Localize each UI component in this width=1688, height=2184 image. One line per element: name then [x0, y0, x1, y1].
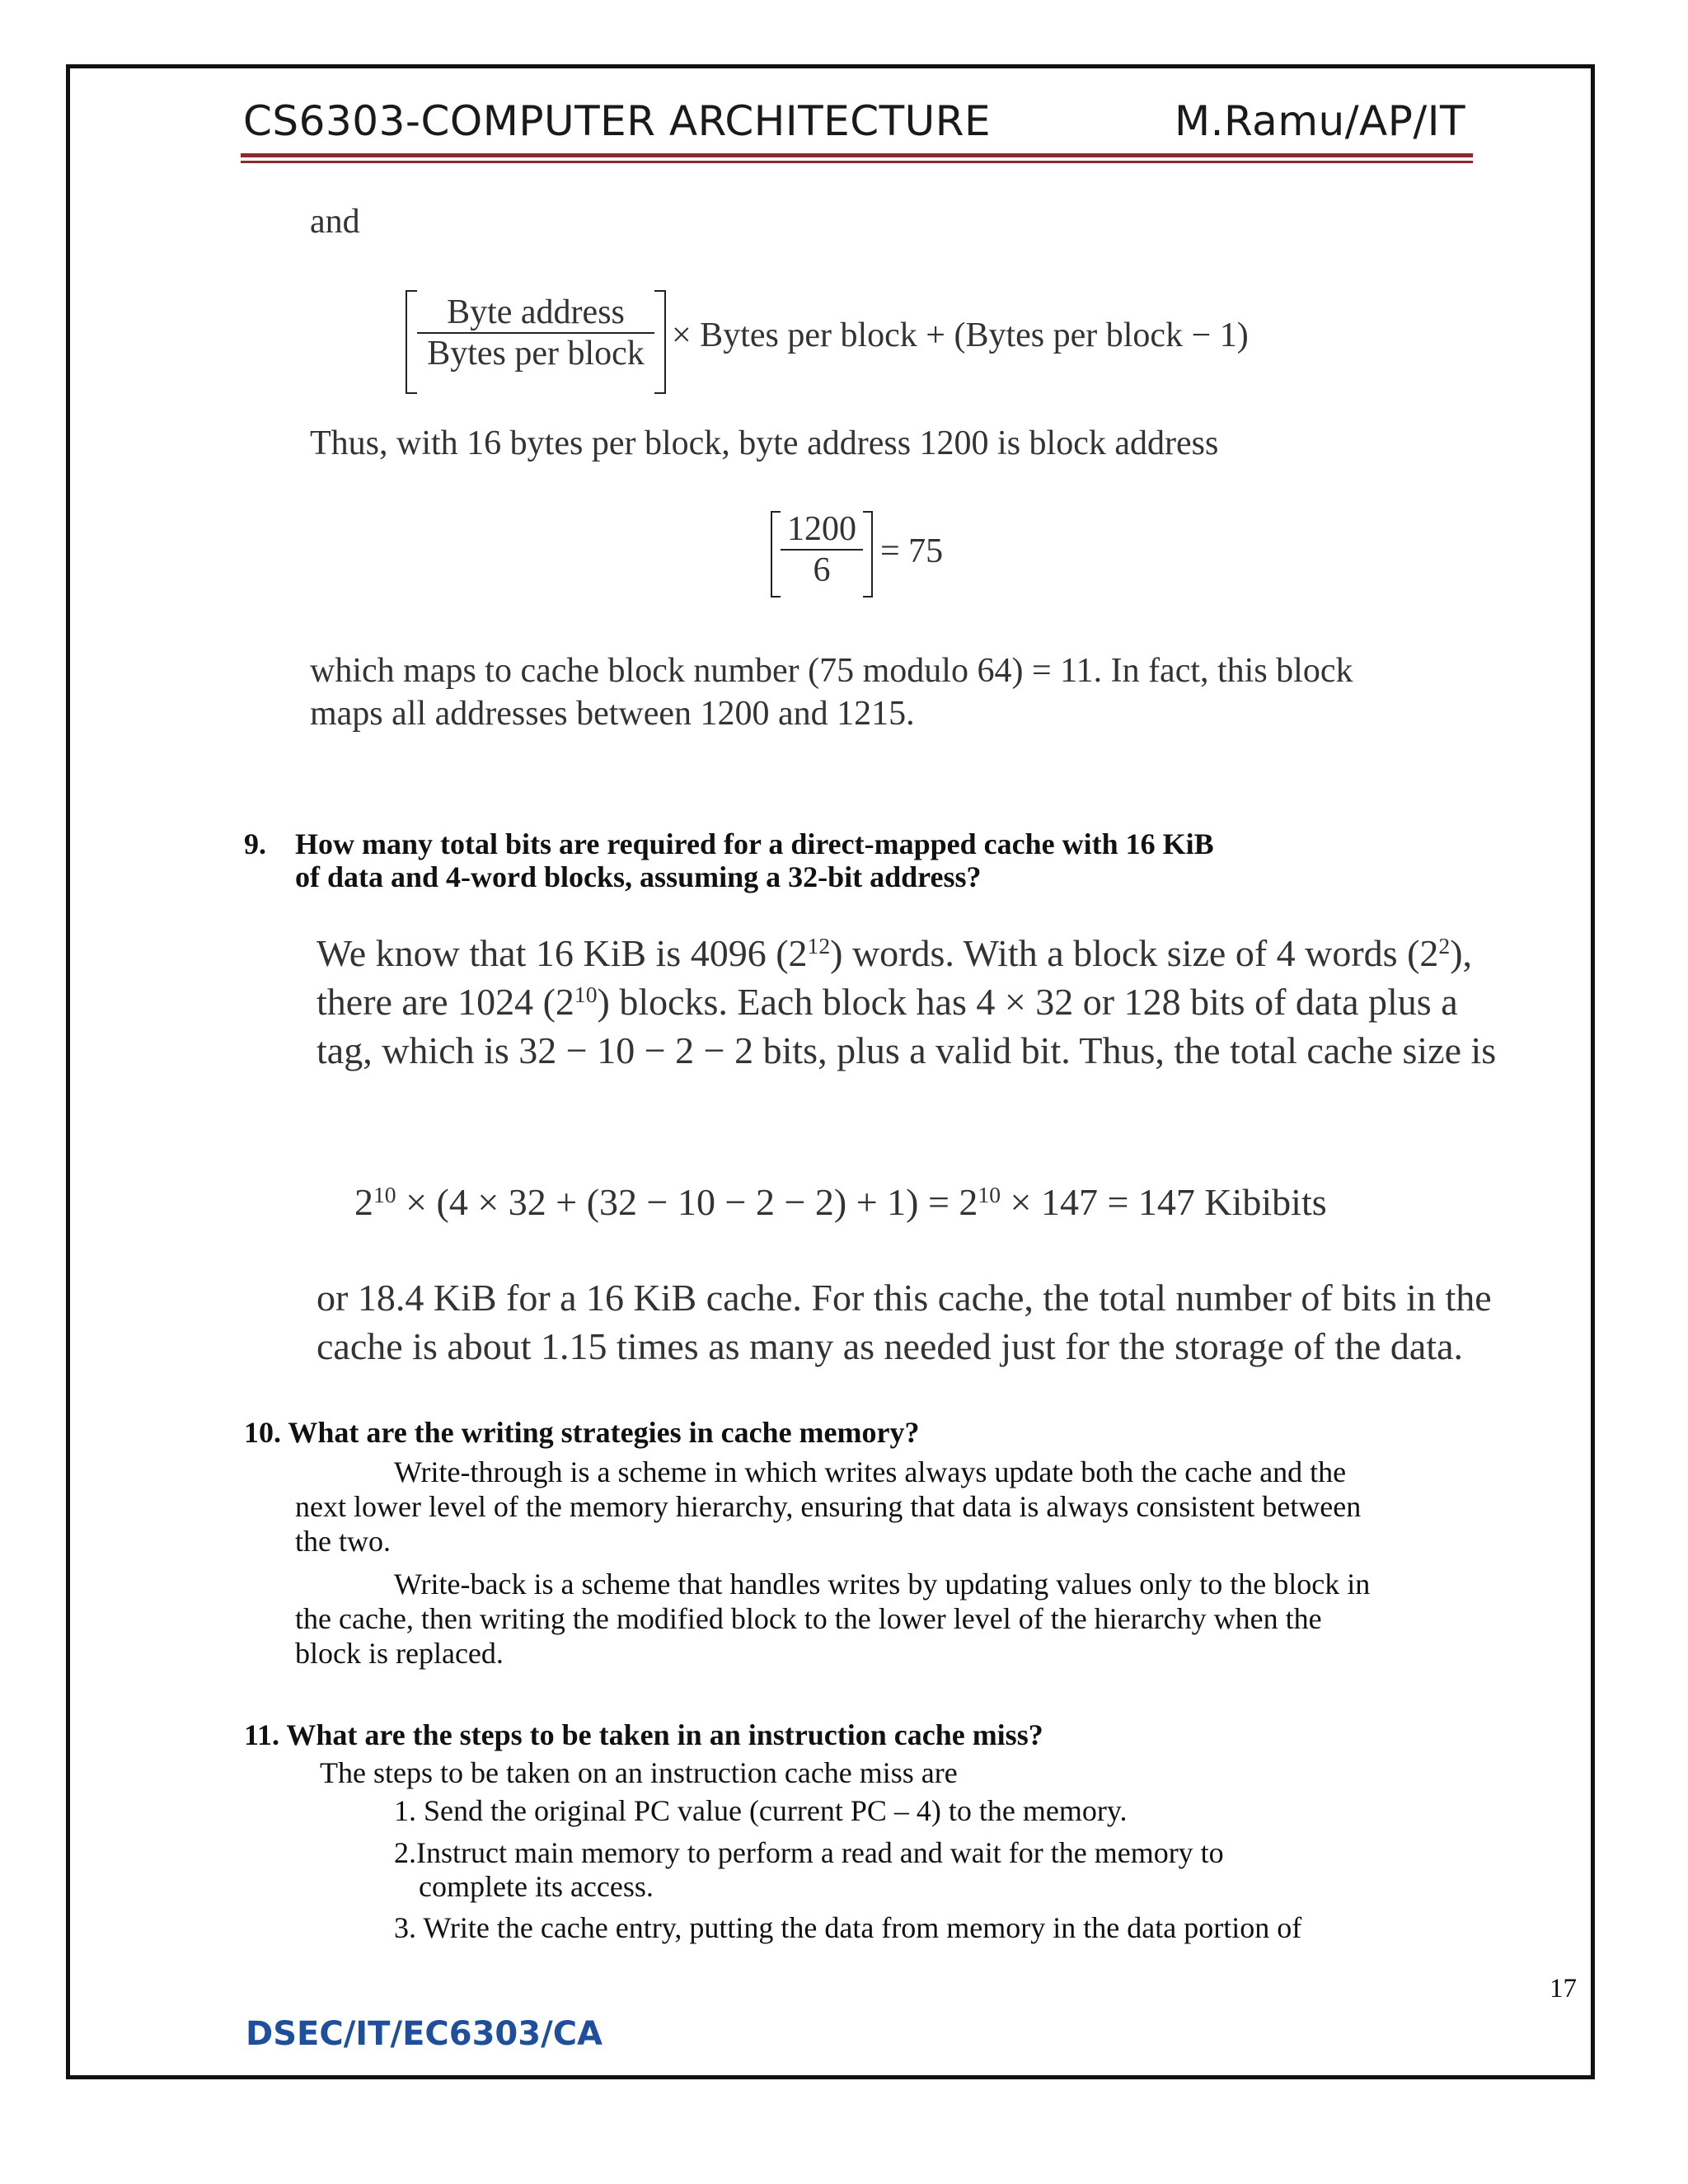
block-numerator: 1200 [787, 510, 856, 548]
block-denominator: 6 [813, 551, 831, 589]
floor-bracket-left [406, 290, 417, 394]
q10-para1-line2: next lower level of the memory hierarchy, ensuring that data is always consistent between [295, 1490, 1362, 1523]
formula-fraction [417, 293, 654, 373]
q10-para2-line2: the cache, then writing the modified block to the lower level of the hierarchy when the [295, 1602, 1322, 1635]
q10-title: 10. What are the writing strategies in cache memory? [244, 1416, 920, 1449]
q9-total-bits-equation: $2^{10} \times (4 \times 32 + (32 - 10 - 2 - 2) + 1) = 2^{10} \times 147 = 147$ Kibibits [354, 1181, 1327, 1223]
ceil-bracket-left [771, 511, 781, 598]
header-rule [241, 153, 1473, 157]
q9-answer-line2: there are 1024 $(2^{10})$ blocks. Each block has 4 × 32 or 128 bits of data plus a [316, 981, 1458, 1023]
q11-step2-line2: complete its access. [419, 1870, 654, 1903]
formula-denominator: Bytes per block [427, 335, 645, 373]
q9-number: 9. [244, 827, 266, 860]
q9-question-line2: of data and 4-word blocks, assuming a 32-bit address? [295, 860, 982, 893]
q9-answer-line3: tag, which is 32 − 10 − 2 − 2 bits, plus a valid bit. Thus, the total cache size is [316, 1029, 1497, 1071]
q11-step1: 1. Send the original PC value (current PC – 4) to the memory. [394, 1794, 1128, 1827]
ceil-bracket-right [863, 511, 873, 598]
q10-para2-line1: Write-back is a scheme that handles writes by updating values only to the block in [394, 1568, 1371, 1601]
page-number: 17 [1550, 1974, 1577, 2004]
header-rule-thin [241, 161, 1473, 163]
header-author: M.Ramu/AP/IT [1175, 97, 1466, 145]
text-and: and [310, 203, 360, 241]
q11-title: 11. What are the steps to be taken in an instruction cache miss? [244, 1718, 1043, 1751]
block-fraction [781, 509, 863, 590]
header-course-title: CS6303-COMPUTER ARCHITECTURE [243, 97, 992, 145]
q11-intro: The steps to be taken on an instruction cache miss are [320, 1756, 958, 1789]
formula-numerator: Byte address [447, 293, 625, 331]
block-result: = 75 [880, 532, 944, 570]
q9-question-line1: How many total bits are required for a direct-mapped cache with 16 KiB [295, 827, 1214, 860]
q9-answer-line1: We know that 16 KiB is 4096 $(2^{12})$ words. With a block size of 4 words $(2^2)$, [316, 932, 1473, 974]
q11-step2-line1: 2.Instruct main memory to perform a read and wait for the memory to [394, 1836, 1224, 1869]
q10-para1-line3: the two. [295, 1525, 391, 1558]
floor-bracket-right [654, 290, 666, 394]
q10-para1-line1: Write-through is a scheme in which writes always update both the cache and the [394, 1455, 1347, 1488]
q10-para2-line3: block is replaced. [295, 1637, 504, 1670]
q9-answer-line4: or 18.4 KiB for a 16 KiB cache. For this cache, the total number of bits in the [316, 1277, 1492, 1319]
text-maps-line2: maps all addresses between 1200 and 1215. [310, 695, 915, 733]
formula-rest: × Bytes per block + (Bytes per block − 1) [672, 316, 1249, 354]
footer-code: DSEC/IT/EC6303/CA [246, 2015, 603, 2053]
text-maps-line1: which maps to cache block number (75 modulo 64) = 11. In fact, this block [310, 652, 1353, 690]
q9-answer-line5: cache is about 1.15 times as many as needed just for the storage of the data. [316, 1325, 1464, 1367]
q11-step3: 3. Write the cache entry, putting the data from memory in the data portion of [394, 1911, 1302, 1944]
text-thus: Thus, with 16 bytes per block, byte address 1200 is block address [310, 424, 1219, 462]
